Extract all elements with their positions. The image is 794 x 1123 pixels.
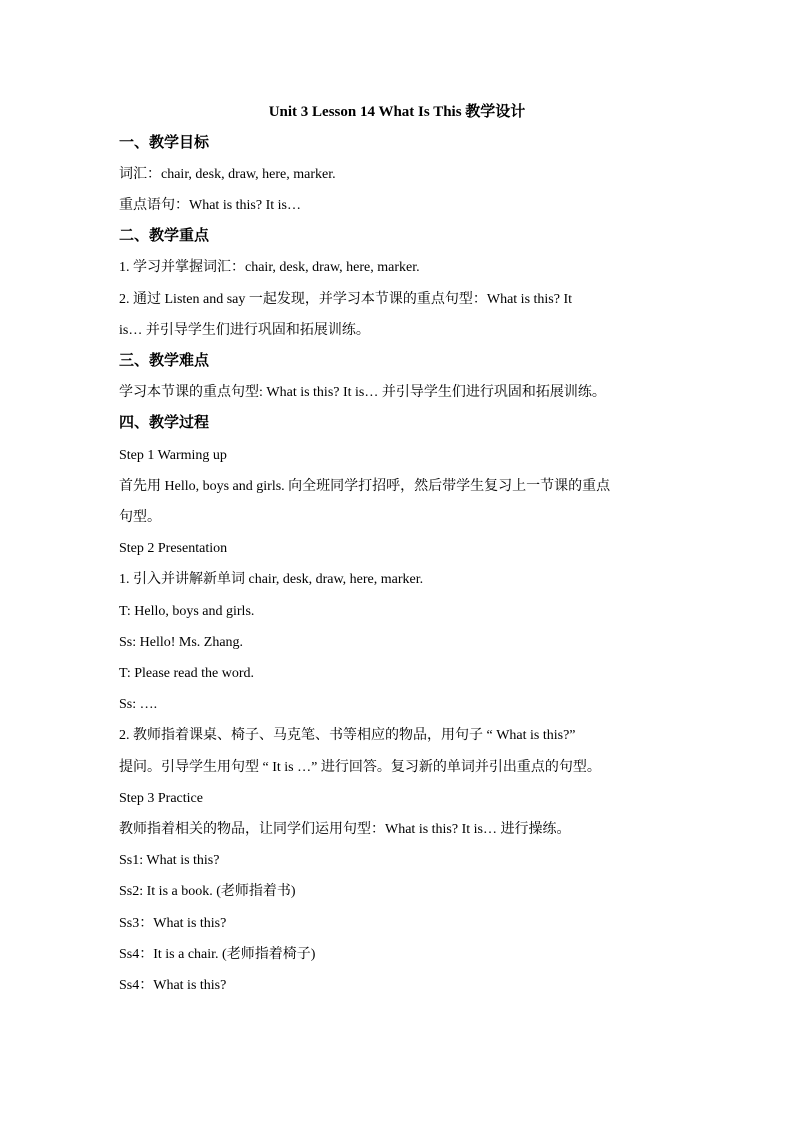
section-heading-objectives: 一、教学目标: [119, 135, 210, 151]
step-2-item-2-continued: 提问。引导学生用句型 “ It is …” 进行回答。复习新的单词并引出重点的句型。: [119, 760, 601, 775]
dialogue-line: Ss1: What is this?: [119, 853, 220, 868]
dialogue-line: Ss: Hello! Ms. Zhang.: [119, 635, 244, 650]
step-1-heading: Step 1 Warming up: [119, 448, 227, 463]
section-heading-difficulties: 三、教学难点: [119, 353, 210, 369]
section-heading-key-points: 二、教学重点: [119, 228, 210, 244]
vocabulary-line: 词汇：chair, desk, draw, here, marker.: [119, 167, 336, 182]
section-heading-process: 四、教学过程: [119, 415, 210, 431]
key-point-1: 1. 学习并掌握词汇：chair, desk, draw, here, marker.: [119, 260, 420, 275]
dialogue-line: T: Please read the word.: [119, 666, 254, 681]
step-3-text: 教师指着相关的物品，让同学们运用句型：What is this? It is… 进行操练。: [119, 822, 571, 837]
dialogue-line: Ss4：It is a chair. (老师指着椅子): [119, 947, 316, 962]
dialogue-line: Ss: ….: [119, 697, 158, 712]
dialogue-line: T: Hello, boys and girls.: [119, 604, 255, 619]
step-2-item-1: 1. 引入并讲解新单词 chair, desk, draw, here, marker.: [119, 572, 424, 587]
key-point-2-continued: is… 并引导学生们进行巩固和拓展训练。: [119, 323, 370, 338]
dialogue-line: Ss4：What is this?: [119, 978, 227, 993]
key-point-2: 2. 通过 Listen and say 一起发现，并学习本节课的重点句型：What is this? It: [119, 292, 573, 307]
difficulty-line: 学习本节课的重点句型: What is this? It is… 并引导学生们进行巩固和拓展训练。: [119, 385, 606, 400]
step-2-heading: Step 2 Presentation: [119, 541, 228, 556]
step-1-text-continued: 句型。: [119, 510, 161, 525]
document-title: Unit 3 Lesson 14 What Is This 教学设计: [268, 104, 526, 120]
step-1-text: 首先用 Hello, boys and girls. 向全班同学打招呼，然后带学生复习上一节课的重点: [119, 479, 611, 494]
step-3-heading: Step 3 Practice: [119, 791, 203, 806]
dialogue-line: Ss3：What is this?: [119, 916, 227, 931]
key-sentence-line: 重点语句：What is this? It is…: [119, 198, 301, 213]
step-2-item-2: 2. 教师指着课桌、椅子、马克笔、书等相应的物品，用句子 “ What is this?”: [119, 728, 576, 743]
dialogue-line: Ss2: It is a book. (老师指着书): [119, 884, 296, 899]
